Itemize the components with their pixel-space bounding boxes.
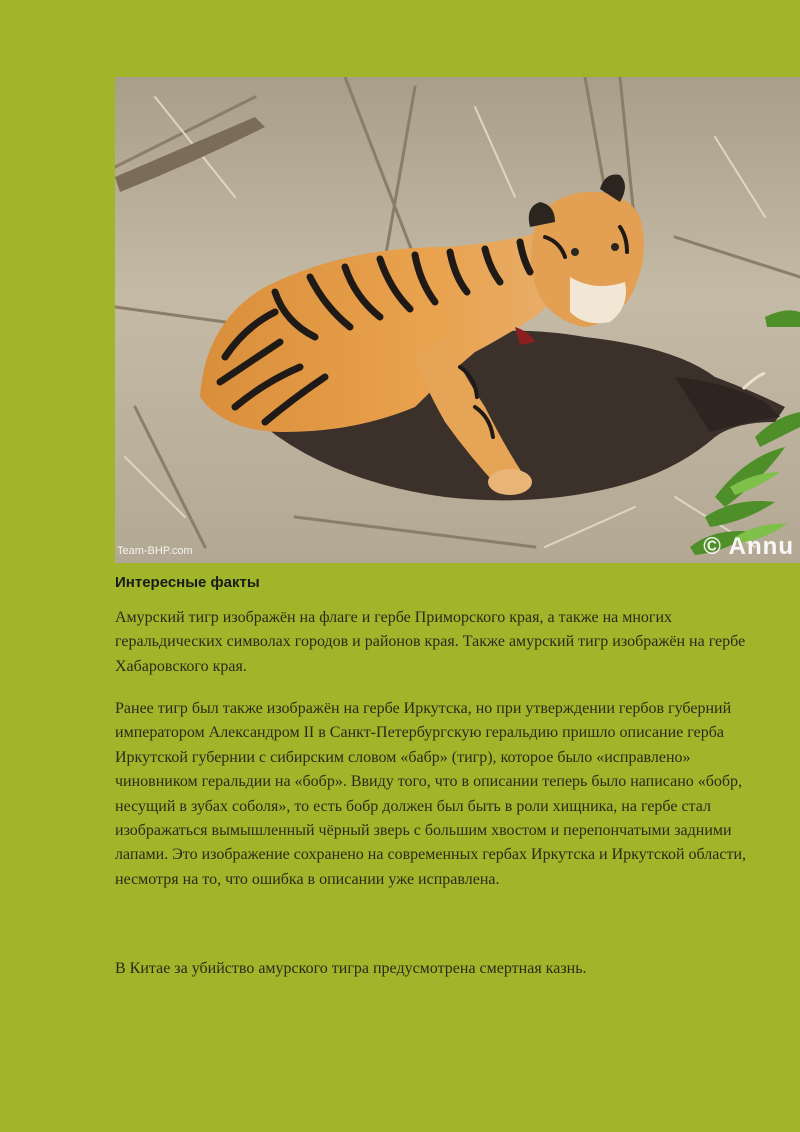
paragraph-2: Ранее тигр был также изображён на гербе Иркутска, но при утверждении гербов губерний императором Александром II в Санкт-Петербургскую геральдию пришло описание герба Иркутской губернии с сибирским словом «бабр» (тигр), которое было «исправлено» чиновником геральдии на «бобр». Ввиду того, что в описании теперь было написано «бобр, несущий в зубах соболя», то есть бобр должен был быть в роли хищника, на гербе стал изображаться вымышленный чёрный зверь с большим хвостом и перепончатыми задними лапами. Это изображение сохранено на современных гербах Иркутска и Иркутской области, несмотря на то, что ошибка в описании уже исправлена. — [115, 700, 747, 888]
tiger-photo — [115, 77, 800, 563]
section-heading: Интересные факты — [115, 574, 260, 591]
paragraph-1: Амурский тигр изображён на флаге и гербе Приморского края, а также на многих геральдических символах городов и районов края. Также амурский тигр изображён на гербе Хабаровского края. — [115, 609, 746, 675]
watermark-right: © Annu — [703, 533, 794, 560]
paragraph-3: В Китае за убийство амурского тигра предусмотрена смертная казнь. — [115, 960, 587, 977]
watermark-left: Team-BHP.com — [117, 545, 193, 557]
